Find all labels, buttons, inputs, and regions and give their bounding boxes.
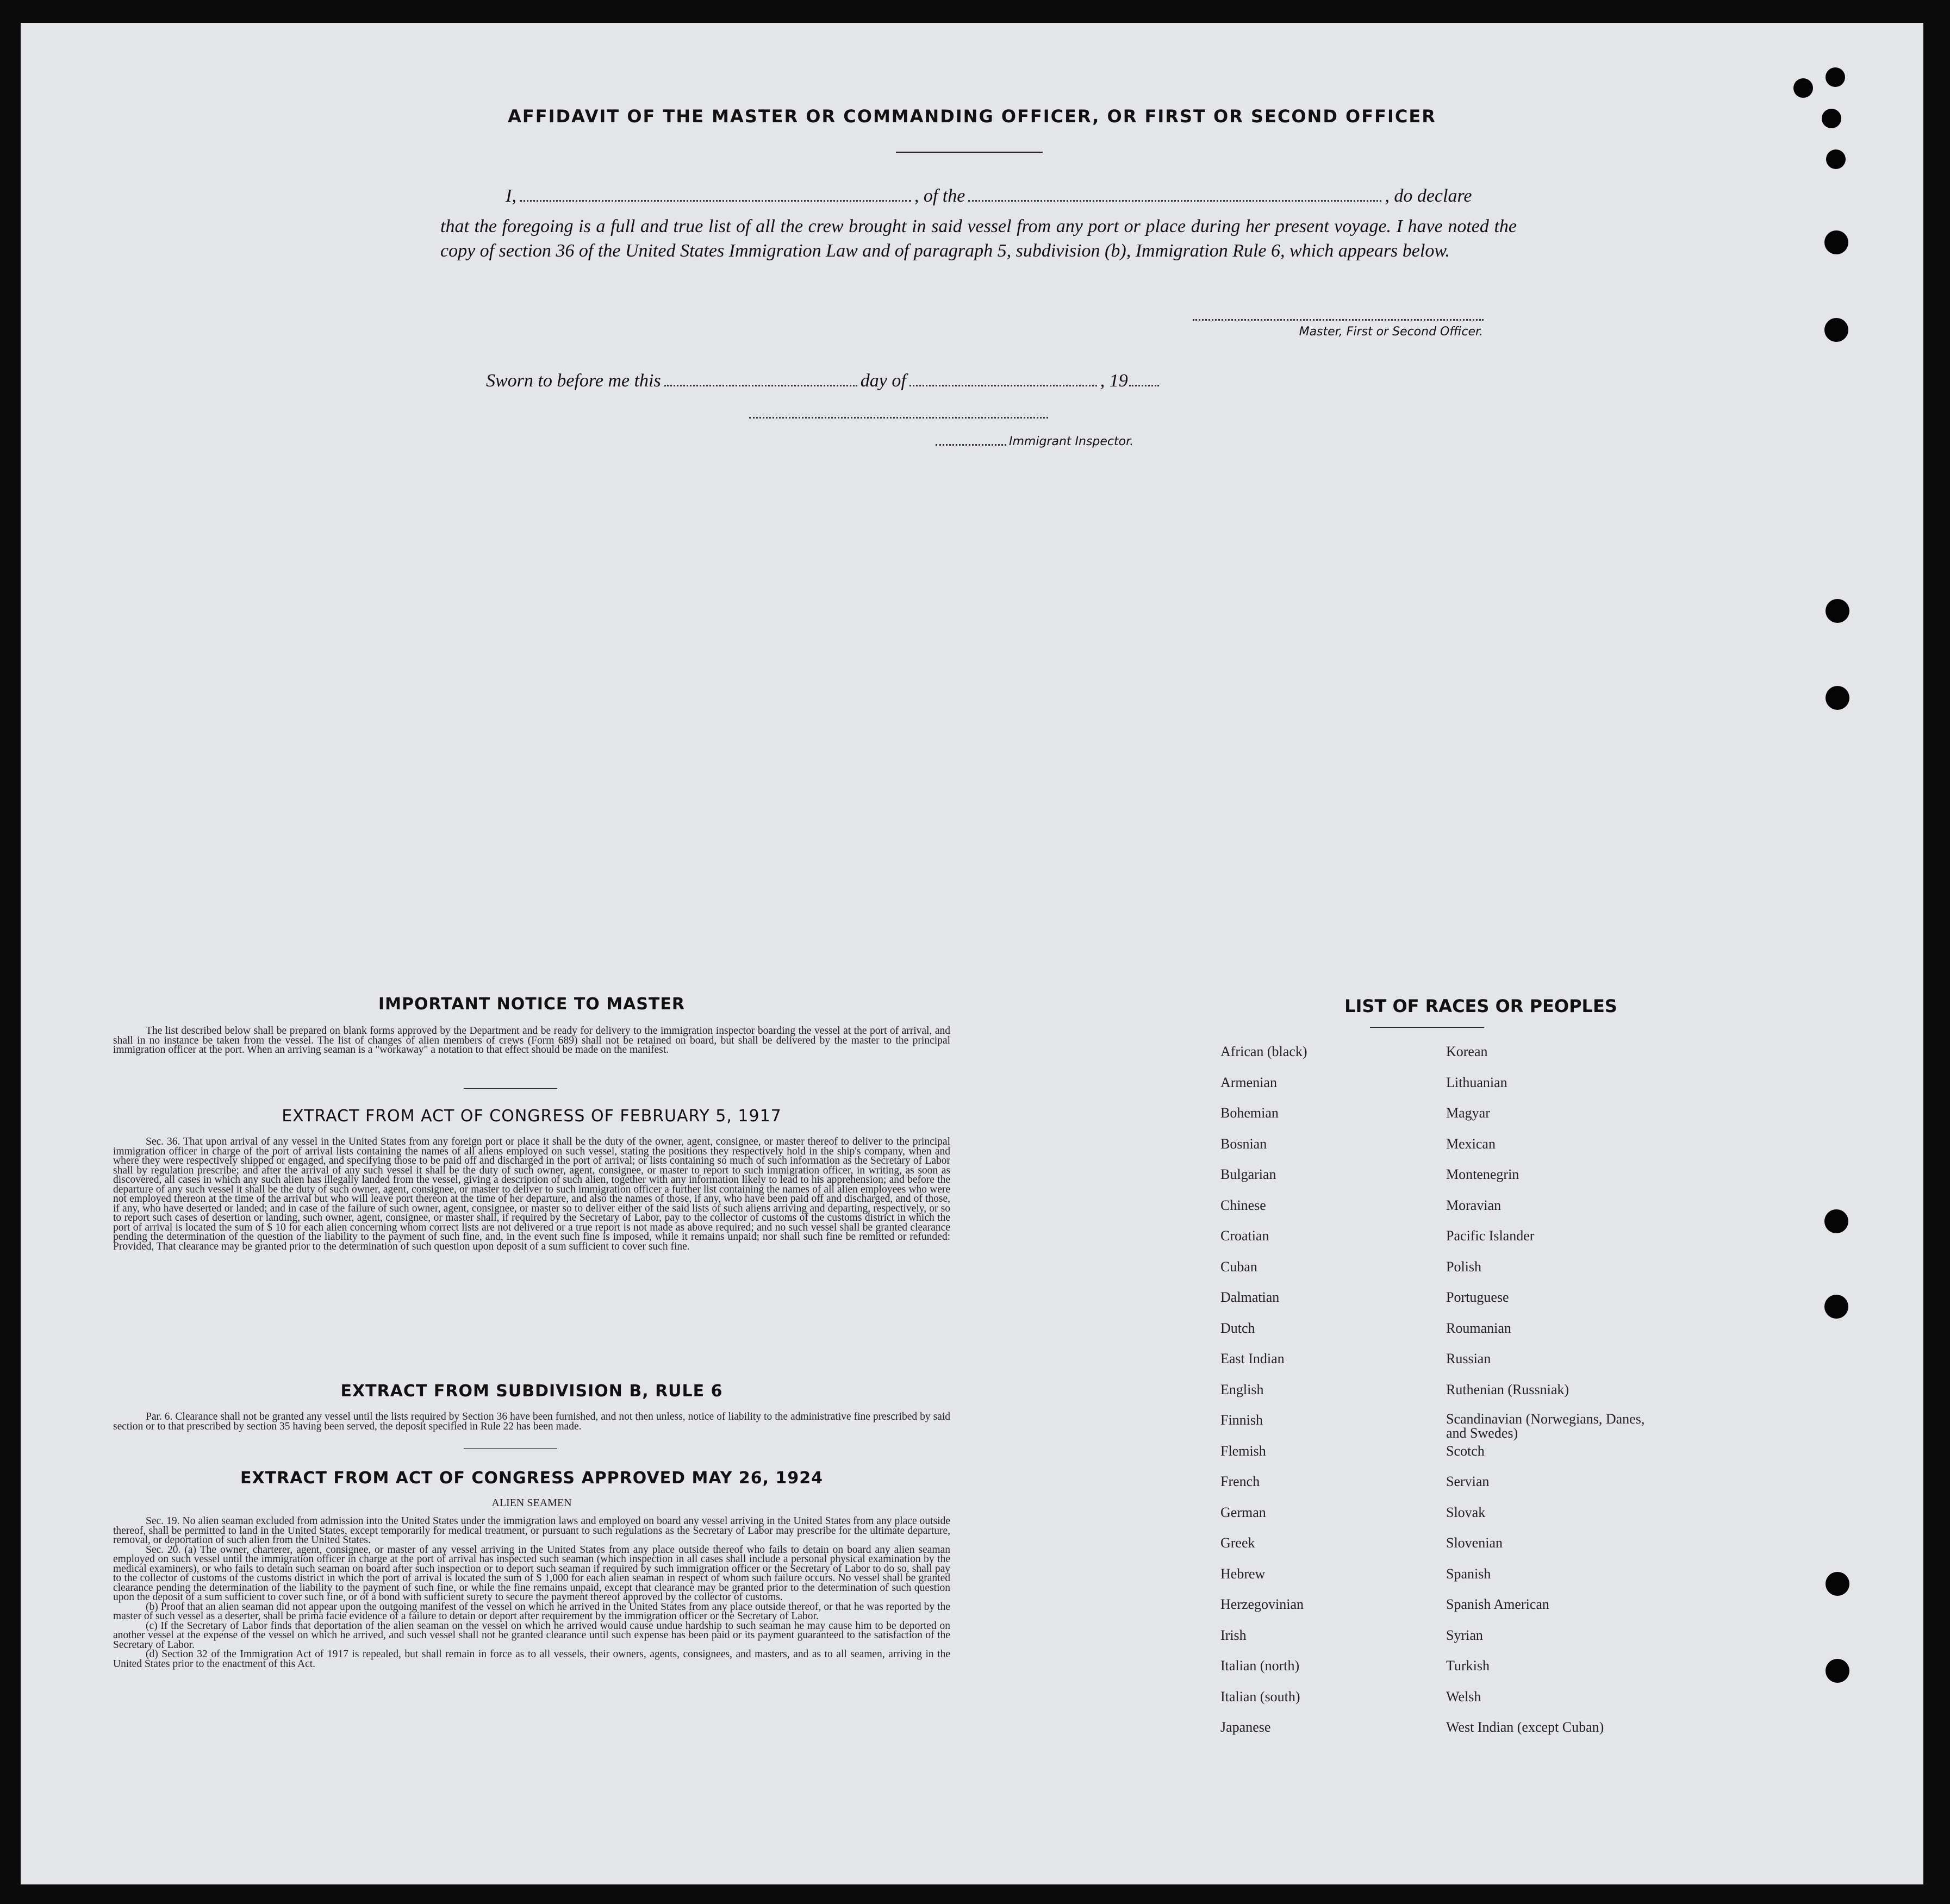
punch-hole: [1824, 318, 1848, 342]
rule6-paragraph: Par. 6. Clearance shall not be granted any vessel until the lists required by Section 36 have been furnished, and not then unless, notice of liability to the administrative fine prescribed by said section or to that prescribed by section 35 having been served, the deposit specified in Rule 22 has been made.: [113, 1411, 950, 1432]
race-item: Servian: [1446, 1474, 1490, 1489]
inspector-signature-blank[interactable]: [749, 417, 1048, 419]
sworn-month-blank[interactable]: [909, 385, 1097, 386]
notice-body: [113, 1026, 950, 1055]
race-item: West Indian (except Cuban): [1446, 1719, 1604, 1735]
inspector-caption: Immigrant Inspector.: [1009, 435, 1134, 448]
extract-1924-paragraph: (b) Proof that an alien seaman did not appear upon the outgoing manifest of the vessel on which he arrived in the United States from any place outside thereof, or that he was reported by the master of such vessel as a deserter, shall be prima facie evidence of a failure to detain or deport after requirement by the immigration officer or the Secretary of Labor.: [113, 1601, 950, 1622]
race-item: Roumanian: [1446, 1320, 1511, 1336]
race-item: Lithuanian: [1446, 1074, 1507, 1090]
race-item: Finnish: [1220, 1412, 1263, 1428]
sworn-year-blank[interactable]: [1129, 385, 1159, 386]
punch-hole: [1826, 149, 1846, 169]
race-item: Dutch: [1220, 1320, 1255, 1336]
race-item: Spanish American: [1446, 1596, 1549, 1612]
extract-1924-paragraph: (d) Section 32 of the Immigration Act of 1917 is repealed, but shall remain in force as to all vessels, their owners, agents, consignees, and masters, and as to all seamen, arriving in the United States prior to the enactment of this Act.: [113, 1649, 950, 1670]
divider: [464, 1088, 557, 1089]
race-item: Mexican: [1446, 1135, 1496, 1152]
affidavit-declare-line: [506, 186, 1472, 207]
punch-hole: [1793, 78, 1813, 98]
races-column-right: [1446, 1044, 1653, 1750]
race-item: Syrian: [1446, 1627, 1483, 1643]
race-item: African (black): [1220, 1044, 1307, 1059]
extract-1924-paragraph: (c) If the Secretary of Labor finds that deportation of the alien seaman on the vessel on which he arrived would cause undue hardship to such seaman he may cause him to be deported on another vessel at the expense of the vessel on which he arrived, and such vessel shall not be granted clearance until such expense has been paid or its payment guaranteed to the satisfaction of the Secretary of Labor.: [113, 1620, 950, 1651]
race-item: Scotch: [1446, 1443, 1485, 1459]
race-item: Portuguese: [1446, 1289, 1509, 1305]
rule6-body: [113, 1412, 950, 1431]
race-item: East Indian: [1220, 1351, 1285, 1366]
race-item: English: [1220, 1381, 1264, 1397]
sworn-day-blank[interactable]: [664, 385, 857, 386]
race-item: Dalmatian: [1220, 1289, 1280, 1305]
sworn-prefix: Sworn to before me this: [486, 371, 661, 391]
punch-hole: [1824, 1209, 1848, 1233]
extract-1924-paragraph: Sec. 20. (a) The owner, charterer, agent, consignee, or master of any vessel arriving in the United States from any place outside thereof who fails to detain on board any alien seaman employed on such vessel until the immigration officer in charge at the port of arrival has inspected such seaman (which inspection in all cases shall include a personal physical examination by the medical examiners), or who fails to detain such seaman on board after such inspection or to deport such seaman if required by such immigration officer or the Secretary of Labor to do so, shall pay to the collector of customs of the customs district in which the port of arrival is located the sum of $ 1,000 for each alien seaman in respect of whom such failure occurs. No vessel shall be granted clearance pending the determination of the liability to the payment of such fine, or while the fine remains unpaid, except that clearance may be granted prior to the determination of such question upon the deposit of a sum sufficient to cover such fine, or of a bond with sufficient surety to secure the payment thereof approved by the collector of customs.: [113, 1544, 950, 1603]
race-item: Ruthenian (Russniak): [1446, 1381, 1569, 1397]
race-item: Hebrew: [1220, 1565, 1266, 1582]
race-item: Pacific Islander: [1446, 1228, 1535, 1244]
race-item: Bulgarian: [1220, 1166, 1276, 1182]
race-item: Magyar: [1446, 1105, 1490, 1121]
signature-caption: Master, First or Second Officer.: [1299, 325, 1483, 339]
races-title-underline: [1370, 1027, 1484, 1028]
divider: [464, 1448, 557, 1449]
race-item: Scandinavian (Norwegians, Danes, and Swedes): [1446, 1411, 1645, 1441]
affidavit-paragraph: that the foregoing is a full and true list of all the crew brought in said vessel from any port or place during her present voyage. I have noted the copy of section 36 of the United States Immigration Law and of paragraph 5, subdivision (b), Immigration Rule 6, which appears below.: [440, 216, 1517, 261]
race-item: Montenegrin: [1446, 1166, 1519, 1182]
sworn-year-label: , 19: [1100, 371, 1128, 391]
race-item: Korean: [1446, 1044, 1488, 1059]
punch-hole: [1826, 67, 1845, 87]
affidavit-of-the-label: , of the: [914, 186, 965, 206]
races-column-left: [1220, 1044, 1307, 1750]
extract-1924-title: EXTRACT FROM ACT OF CONGRESS APPROVED MAY 26, 1924: [240, 1469, 823, 1488]
race-item: Greek: [1220, 1535, 1255, 1551]
name-blank[interactable]: [520, 200, 911, 202]
affidavit-declare-label: , do declare: [1385, 186, 1472, 206]
sworn-day-of: day of: [860, 371, 906, 391]
signature-blank[interactable]: [1193, 319, 1484, 321]
race-item: Polish: [1446, 1258, 1482, 1275]
vessel-blank[interactable]: [968, 200, 1381, 202]
rule6-title: EXTRACT FROM SUBDIVISION B, RULE 6: [340, 1382, 723, 1401]
race-item: Armenian: [1220, 1074, 1277, 1090]
race-item: Japanese: [1220, 1719, 1271, 1735]
extract-1924-body: [113, 1516, 950, 1669]
race-item: Italian (north): [1220, 1658, 1300, 1674]
sworn-line: [486, 371, 1162, 391]
race-item: Slovak: [1446, 1504, 1486, 1520]
affidavit-title: AFFIDAVIT OF THE MASTER OR COMMANDING OFFICER, OR FIRST OR SECOND OFFICER: [508, 106, 1436, 127]
race-item: Italian (south): [1220, 1688, 1300, 1705]
extract-1917-body: [113, 1137, 950, 1251]
extract-1924-paragraph: Sec. 19. No alien seaman excluded from admission into the United States under the immigration laws and employed on board any vessel arriving in the United States from any place outside thereof, shall be permitted to land in the United States, except temporarily for medical treatment, or pursuant to such regulations as the Secretary of Labor may prescribe for the ultimate departure, removal, or deportation of such alien from the United States.: [113, 1515, 950, 1546]
title-underline: [896, 152, 1043, 153]
extract-1917-paragraph: Sec. 36. That upon arrival of any vessel in the United States from any foreign port or place it shall be the duty of the owner, agent, consignee, or master thereof to deliver to the principal immigration officer in charge of the port of arrival lists containing the names of all aliens employed on such vessel, stating the positions they respectively hold in the ship's company, when and where they were respectively shipped or engaged, and specifying those to be paid off and discharged in the port of arrival; or lists containing so much of such information as the Secretary of Labor shall by regulation prescribe; and after the arrival of any such vessel it shall be the duty of such owner, agent, consignee, or master to report to such immigration officer, in writing, as soon as discovered, all cases in which any such alien has illegally landed from the vessel, giving a description of such alien, together with any information likely to lead to his apprehension; and before the departure of any such vessel it shall be the duty of such owner, agent, consignee, or master to deliver to such immigration officer a further list containing the names of all alien employees who were not employed thereon at the time of the arrival but who will leave port thereon at the time of her departure, and also the names of those, if any, who have been paid off and discharged, and of those, if any, who have deserted or landed; and in case of the failure of such owner, agent, consignee, or master so to deliver either of the said lists of such aliens arriving and departing, respectively, or so to report such cases of desertion or landing, such owner, agent, consignee, or master shall, if required by the Secretary of Labor, pay to the collector of customs of the customs district in which the port of arrival is located the sum of $ 10 for each alien concerning whom correct lists are not delivered or a true report is not made as above required; and no such vessel shall be granted clearance pending the determination of the question of the liability to the payment of such fine, and, in the event such fine is imposed, while it remains unpaid; nor shall such fine be remitted or refunded: Provided, That clearance may be granted prior to the determination of such question upon deposit of a sum sufficient to cover such fine.: [113, 1136, 950, 1252]
punch-hole: [1826, 1572, 1849, 1596]
form-page: [21, 23, 1923, 1884]
race-item: Slovenian: [1446, 1535, 1503, 1551]
race-item: Chinese: [1220, 1197, 1266, 1213]
punch-hole: [1826, 1659, 1849, 1683]
races-title: LIST OF RACES OR PEOPLES: [1344, 996, 1617, 1016]
race-item: Flemish: [1220, 1443, 1266, 1459]
punch-hole: [1824, 230, 1848, 254]
race-item: Moravian: [1446, 1197, 1502, 1213]
inspector-prefix-blank: [936, 444, 1006, 446]
extract-1924-subtitle: ALIEN SEAMEN: [491, 1497, 572, 1509]
race-item: Irish: [1220, 1627, 1247, 1643]
race-item: Bosnian: [1220, 1135, 1267, 1152]
race-item: Welsh: [1446, 1688, 1481, 1705]
race-item: Herzegovinian: [1220, 1596, 1304, 1612]
punch-hole: [1824, 1295, 1848, 1319]
race-item: Cuban: [1220, 1258, 1257, 1275]
punch-hole: [1826, 686, 1849, 710]
race-item: Russian: [1446, 1351, 1491, 1366]
race-item: French: [1220, 1474, 1260, 1489]
race-item: Turkish: [1446, 1658, 1490, 1674]
punch-hole: [1826, 599, 1849, 623]
race-item: Spanish: [1446, 1565, 1491, 1582]
extract-1917-title: EXTRACT FROM ACT OF CONGRESS OF FEBRUARY 5, 1917: [282, 1107, 782, 1126]
race-item: Bohemian: [1220, 1105, 1279, 1121]
notice-title: IMPORTANT NOTICE TO MASTER: [378, 995, 685, 1014]
race-item: Croatian: [1220, 1228, 1269, 1244]
notice-paragraph: The list described below shall be prepared on blank forms approved by the Department and be ready for delivery to the immigration inspector boarding the vessel at the port of arrival, and shall in no instance be taken from the vessel. The list of changes of alien members of crews (Form 689) shall not be retained on board, but shall be delivered by the master to the principal immigration officer at the port. When an arriving seaman is a "workaway" a notation to that effect should be made on the manifest.: [113, 1025, 950, 1056]
race-item: German: [1220, 1504, 1266, 1520]
affidavit-i-label: I,: [506, 186, 516, 206]
